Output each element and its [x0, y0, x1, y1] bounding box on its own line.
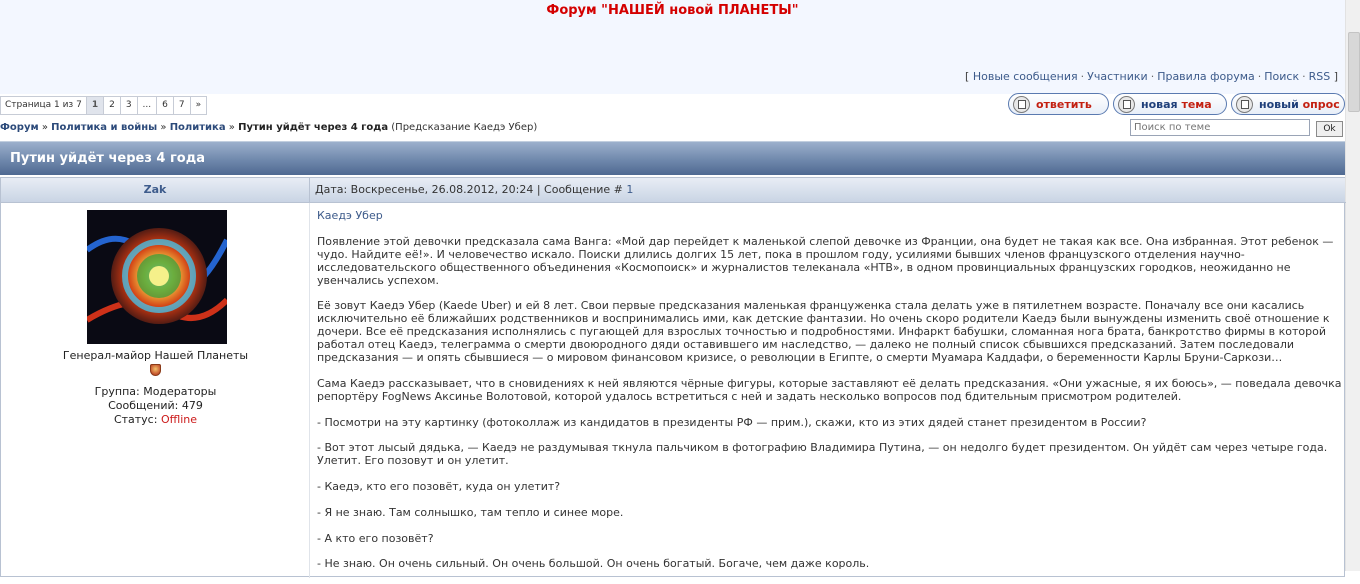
breadcrumb-topic: Путин уйдёт через 4 года: [238, 122, 389, 133]
bracket-open: [: [965, 70, 970, 83]
vertical-scrollbar[interactable]: [1345, 0, 1360, 571]
topic-header: [0, 141, 1345, 175]
new-poll-icon: [1236, 96, 1253, 113]
search-submit-button[interactable]: Ok: [1316, 121, 1343, 137]
user-avatar: [87, 210, 227, 344]
post-author-header: [1, 178, 310, 202]
post-paragraph: Её зовут Каедэ Убер (Kaede Uber) и ей 8 лет. Свои первые предсказания маленькая француженка стала делать уже в пятилетнем возрасте. Поначалу все они касались исключительно её ближайших родственников и воспринимались ими, как детские фантазии. Но очень скоро родители Каедэ были вынуждены изменить своё отношение к дочери. Все её предсказания исполнялись с пугающей для взрослых точностью и подробностями. Инфаркт бабушки, сломанная нога брата, банкротство фирмы в которой работал отец Каедэ, телеграмма о смерти двоюродного дяди оставившего им наследство, — далеко не полный список сбывшихся предсказаний. Затем последовали предсказания — и опять сбывшиеся — о мировом финансовом кризисе, о революции в Египте, о смерти Муамара Каддафи, о беременности Карлы Бруни-Саркози…: [317, 299, 1330, 365]
link-members[interactable]: Участники: [1087, 70, 1148, 83]
new-topic-button[interactable]: [1113, 93, 1227, 115]
page-link[interactable]: 2: [103, 96, 121, 115]
user-rank: Генерал-майор Нашей Планеты: [62, 349, 249, 362]
link-new-messages[interactable]: Новые сообщения: [972, 70, 1078, 83]
new-topic-icon: [1118, 96, 1135, 113]
page-link[interactable]: 7: [173, 96, 191, 115]
pagination-label: Страница 1 из 7: [0, 96, 87, 115]
post-number-link[interactable]: 1: [626, 183, 634, 196]
post-body: [317, 210, 1342, 584]
user-message-count: Сообщений: 479: [108, 399, 203, 412]
post-paragraph: - Не знаю. Он очень сильный. Он очень большой. Он очень богатый. Богаче, чем даже король.: [317, 557, 870, 571]
post-meta-header: [310, 178, 1345, 202]
new-poll-label-b: опрос: [1302, 97, 1340, 111]
separator: ·: [1257, 70, 1262, 83]
post-paragraph: Сама Каедэ рассказывает, что в сновидениях к ней являются чёрные фигуры, которые заставляют её делать предсказания. «Они ужасные, я их боюсь», — поведала девочка репортёру FogNews Аксинье Волотовой, которой удалось встретиться с ней и задать несколько вопросов под бдительным присмотром родителей.: [317, 376, 1342, 403]
pagination: [0, 96, 206, 115]
separator: ·: [1150, 70, 1155, 83]
breadcrumb-section[interactable]: Политика и войны: [51, 122, 158, 133]
page-link[interactable]: 3: [120, 96, 138, 115]
breadcrumb: [0, 122, 537, 133]
post-paragraph: - Каедэ, кто его позовёт, куда он улетит?: [317, 480, 561, 494]
post-paragraph: - Посмотри на эту картинку (фотоколлаж из кандидатов в президенты РФ — прим.), скажи, кто из этих дядей станет президентом в России?: [317, 415, 1147, 429]
avatar-image: [87, 210, 227, 344]
status-value: Offline: [160, 413, 198, 426]
post-paragraph: - Я не знаю. Там солнышко, там тепло и синее море.: [317, 505, 624, 519]
breadcrumb-forum[interactable]: Форум: [0, 122, 39, 133]
link-rss[interactable]: RSS: [1308, 70, 1331, 83]
new-poll-button[interactable]: [1231, 93, 1345, 115]
reply-button-label: ответить: [1036, 97, 1092, 111]
page-ellipsis[interactable]: ...: [137, 96, 158, 115]
page-link[interactable]: 6: [156, 96, 174, 115]
breadcrumb-separator: »: [160, 122, 167, 133]
post-paragraph: - Вот этот лысый дядька, — Каедэ не раздумывая ткнула пальчиком в фотографию Владимира Путина, — он недолго будет президентом. Он уйдёт сам через четыре года. Улетит. Его позовут и он улетит.: [317, 441, 1328, 468]
topic-title: Путин уйдёт через 4 года: [10, 151, 205, 166]
new-topic-label-a: новая: [1141, 97, 1178, 111]
bracket-close: ]: [1333, 70, 1338, 83]
rank-badge-icon: [150, 364, 161, 376]
reply-button[interactable]: [1008, 93, 1109, 115]
topic-search-input[interactable]: [1130, 119, 1310, 136]
post-source: Каедэ Убер: [317, 209, 383, 222]
page-link-current: 1: [86, 96, 104, 115]
reply-icon: [1013, 96, 1030, 113]
scrollbar-thumb[interactable]: [1348, 32, 1360, 112]
forum-title: Форум "НАШЕЙ новой ПЛАНЕТЫ": [546, 3, 799, 18]
separator: ·: [1302, 70, 1306, 83]
user-info-column: [1, 203, 310, 578]
separator: ·: [1080, 70, 1085, 83]
top-links: [965, 70, 1338, 83]
breadcrumb-topic-desc: (Предсказание Каедэ Убер): [391, 122, 538, 133]
link-search[interactable]: Поиск: [1264, 70, 1300, 83]
user-status: [1, 413, 310, 427]
breadcrumb-separator: »: [228, 122, 235, 133]
user-group: Группа: Модераторы: [94, 385, 217, 398]
link-rules[interactable]: Правила форума: [1157, 70, 1255, 83]
post-paragraph: - А кто его позовёт?: [317, 531, 434, 545]
breadcrumb-separator: »: [41, 122, 48, 133]
post: [0, 177, 1345, 577]
post-author[interactable]: Zak: [143, 183, 167, 196]
user-stats: [1, 385, 310, 427]
new-topic-label-b: тема: [1181, 97, 1212, 111]
next-page-link[interactable]: »: [190, 96, 208, 115]
status-label: Статус:: [113, 413, 158, 426]
breadcrumb-subsection[interactable]: Политика: [169, 122, 226, 133]
post-date: Дата: Воскресенье, 26.08.2012, 20:24 | Сообщение #: [315, 183, 623, 196]
new-poll-label-a: новый: [1259, 97, 1299, 111]
post-paragraph: Появление этой девочки предсказала сама Ванга: «Мой дар перейдет к маленькой слепой девочке из Франции, она будет не такая как все. Она избранная. Этот ребенок — чудо. Найдите её!». И человечество искало. Поиски длились долгих 15 лет, пока в прошлом году, усилиями бывших членов французского отделения научно-исследовательского общественного объединения «Космопоиск» и журналистов телеканала «НТВ», в одном провинциальных французских городков, неожиданно не увенчались успехом.: [317, 234, 1334, 287]
